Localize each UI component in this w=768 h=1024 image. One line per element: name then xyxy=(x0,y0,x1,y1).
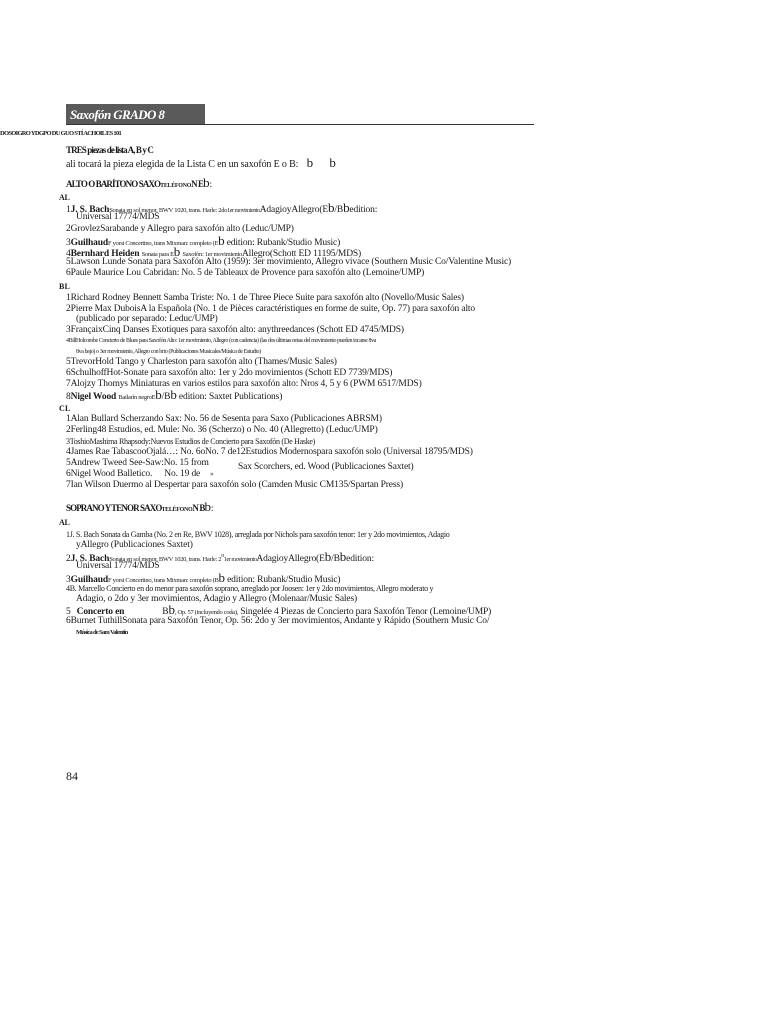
composer: J. S. Bach xyxy=(70,554,110,565)
list-item: 3FrançaixCinq Danses Exotiques para saxofón alto: anythreedances (Schott ED 4745/MDS) xyxy=(66,325,404,335)
slash-text: /B xyxy=(161,392,171,402)
flat-symbol: b xyxy=(343,200,350,215)
header-rule xyxy=(66,124,534,125)
item-number: 3 xyxy=(66,238,71,248)
tempo: AdagioyAllegro(E xyxy=(256,554,325,565)
flat-symbol: b xyxy=(339,549,347,565)
list-item: 1J. S. Bach Sonata da Gamba (No. 2 en Re, BWV 1028), arreglada por Nichols para saxofón tenor: 1er y 2do movimientos, Adagio xyxy=(66,530,450,539)
heading-small: TELÉFONO xyxy=(160,183,192,189)
list-item: 5Andrew Tweed See-Saw:No. 15 from xyxy=(66,458,209,468)
section-heading-alto-baritone xyxy=(66,175,212,192)
list-item-text: » xyxy=(210,470,214,478)
heading-colon: : xyxy=(209,180,212,190)
item-number: 1 xyxy=(66,205,71,215)
list-item: 1Richard Rodney Bennett Samba Triste: No. 1 de Three Piece Suite para saxofón alto (Novello/Music Sales) xyxy=(66,293,464,303)
work-title: Sonata en sol menor, BWV 1020, trans. Harle: 2do xyxy=(109,207,228,214)
section-title: Saxofón GRADO 8 xyxy=(70,107,165,122)
list-item: 4BillHolcombe Concierto de Blues para Saxofón Alto: 1er movimiento, Allegro (con cadencia) (las dos últimas notas del movimiento pueden tocarse 8va xyxy=(66,338,376,344)
edition-text: Allegro(Schott ED 11195/MDS) xyxy=(241,249,362,259)
list-item: 2GrovlezSarabande y Allegro para saxofón alto (Leduc/UMP) xyxy=(66,224,294,234)
list-item: 4James Rae TabascooOjalá…: No. 6oNo. 7 de12Estudios Modernospara saxofón solo (Universal 18795/MDS) xyxy=(66,447,473,457)
intro-sentence-text: ali tocará la pieza elegida de la Lista C en un saxofón E o B: xyxy=(66,159,299,170)
work-title: B xyxy=(162,607,169,617)
composer: J. S. Bach xyxy=(70,205,110,215)
list-item: 3ToshioMashima Rhapsody:Nuevos Estudios de Concierto para Saxofón (De Haske) xyxy=(66,437,316,446)
flat-symbol: b xyxy=(204,499,211,514)
work-title: Sonata para E xyxy=(141,251,174,258)
list-item: 5Lawson Lunde Sonata para Saxofón Alto (1959): 3er movimiento, Allegro vivace (Southern Music Co/Valentine Music) xyxy=(66,257,512,267)
list-item: 7Ian Wilson Duermo al Despertar para saxofón solo (Camden Music CM135/Spartan Press) xyxy=(66,480,403,490)
list-item-continuation: 8va bajo) o 3er movimiento, Allegro con brio (Publicaciones Musicales/Música de Estudio) xyxy=(76,349,261,355)
heading-end: N E xyxy=(191,179,204,189)
heading-colon: : xyxy=(210,504,214,514)
list-item-continuation: Sax Scorchers, ed. Wood (Publicaciones Saxtet) xyxy=(238,462,414,472)
list-label-a: A L xyxy=(59,518,69,527)
list-item: 6SchulhoffHot-Sonate para saxofón alto: 1er y 2do movimientos (Schott ED 7739/MDS) xyxy=(66,368,393,378)
list-item: 1Alan Bullard Scherzando Sax: No. 56 de Sesenta para Saxo (Publicaciones ABRSM) xyxy=(66,414,382,424)
list-item xyxy=(66,469,213,480)
movement: 1er movimiento xyxy=(227,208,260,214)
heading-end: N B xyxy=(192,503,205,513)
list-item: 6Burnet TuthillSonata para Saxofón Tenor, Op. 56: 2do y 3er movimientos, Andante y Rápido (Southern Music Co/ xyxy=(66,616,490,626)
heading-small: TELÉFONO xyxy=(161,507,193,513)
composer: Bernhard Heiden xyxy=(70,249,140,259)
heading-main: SOPRANO Y TENOR SAXO xyxy=(66,503,162,513)
list-item-text: 6Nigel Wood Balletico. xyxy=(66,469,153,479)
item-number: 3 xyxy=(66,575,71,585)
list-item-continuation: Adagio, o 2do y 3er movimientos, Adagio y Allegro (Molenaar/Music Sales) xyxy=(76,594,358,604)
composer: Concerto en xyxy=(76,607,125,617)
list-label-c: C L xyxy=(59,404,70,413)
list-item: 7Alojzy Thomys Miniaturas en varios estilos para saxofón alto: Nros 4, 5 y 6 (PWM 6517/MDS) xyxy=(66,379,422,389)
edition-text: Singelée 4 Piezas de Concierto para Saxofón Tenor (Lemoine/UMP) xyxy=(240,607,492,617)
intro-sentence xyxy=(66,155,336,170)
item-number: 4 xyxy=(66,249,71,259)
flat-symbol: b xyxy=(328,200,335,215)
edition-text: edition: Saxtet Publications) xyxy=(178,392,283,402)
list-item: 2Ferling48 Estudios, ed. Mule: No. 36 (Scherzo) o No. 40 (Allegretto) (Leduc/UMP) xyxy=(66,425,378,435)
flat-symbol: b xyxy=(168,602,175,617)
list-item-continuation: Universal 17774/MDS xyxy=(76,561,160,571)
composer: Guilhaud xyxy=(70,238,108,248)
work-title: , Op. 57 (incluyendo coda), xyxy=(174,609,239,616)
flat-symbol: b xyxy=(218,570,225,585)
flat-symbol: b xyxy=(306,155,313,170)
work-title: Sonata en sol menor, BWV 1020, trans. Harle: 2 xyxy=(109,556,222,564)
edition-text: edition: Rubank/Studio Music) xyxy=(226,238,341,248)
work-title: F yorst Concertino, trans Mixman: completo (E xyxy=(107,240,219,247)
work-title: F yorst Concertino, trans Mixman: completo (B xyxy=(107,577,219,584)
list-item: 6Paule Maurice Lou Cabridan: No. 5 de Tableaux de Provence para saxofón alto (Lemoine/UMP) xyxy=(66,268,425,278)
flat-symbol: b xyxy=(324,549,332,565)
list-item-text: No. 19 de xyxy=(164,469,201,479)
item-number: 5 xyxy=(66,607,71,617)
tiny-header-line: DOSOIGRO YDGPO DU GUO STÍ ACHOIL ES 101 xyxy=(0,130,122,137)
edition-text: edition: Rubank/Studio Music) xyxy=(227,575,341,585)
list-label-a: A L xyxy=(59,193,69,202)
movement: 1er movimiento xyxy=(223,557,257,564)
flat-symbol: b xyxy=(170,387,177,402)
flat-symbol: b xyxy=(218,233,225,248)
flat-symbol: b xyxy=(203,175,210,190)
flat-symbol: b xyxy=(173,244,181,259)
flat-symbol: b xyxy=(329,155,336,170)
intro-heading: TRES piezas de lista A, B y C xyxy=(66,145,153,155)
composer: Guilhaud xyxy=(70,575,108,585)
section-heading-soprano-tenor xyxy=(66,499,214,516)
page-number: 84 xyxy=(66,769,78,783)
list-label-b: B L xyxy=(59,282,69,291)
work-title: Bailarín negroE xyxy=(118,394,156,401)
list-item xyxy=(66,387,283,403)
list-item: 5TrevorHold Tango y Charleston para saxofón alto (Thames/Music Sales) xyxy=(66,357,337,367)
superscript: o xyxy=(221,553,224,559)
composer: Nigel Wood xyxy=(70,392,117,402)
flat-symbol: b xyxy=(155,387,162,402)
tempo: AdagioyAllegro(E xyxy=(259,205,329,215)
edition-text: edition: xyxy=(349,205,378,215)
list-item-continuation: Universal 17774/MDS xyxy=(76,212,160,222)
section-title-bar xyxy=(66,104,205,125)
slash-text: /B xyxy=(331,554,340,565)
list-item-continuation: Música de Sam Valentín xyxy=(76,629,128,636)
slash-text: /B xyxy=(334,205,344,215)
list-item: 2Pierre Max DuboisA la Española (No. 1 de Pièces caractéristiques en forme de suite, Op. 77) para saxofón alto xyxy=(66,304,476,314)
list-item: 4B. Marcello Concierto en do menor para saxofón soprano, arreglado por Joosen: 1er y 2do movimientos, Allegro moderato y xyxy=(66,584,434,593)
heading-main: ALTO O BARÍTONO SAXO xyxy=(66,179,161,189)
edition-text: edition: xyxy=(346,554,374,565)
list-item-continuation: (publicado por separado: Leduc/UMP) xyxy=(76,314,218,324)
item-number: 8 xyxy=(66,392,71,402)
movement: Saxofón: 1er movimiento xyxy=(182,251,242,258)
list-item-continuation: yAllegro (Publicaciones Saxtet) xyxy=(76,540,193,550)
item-number: 2 xyxy=(66,554,71,565)
